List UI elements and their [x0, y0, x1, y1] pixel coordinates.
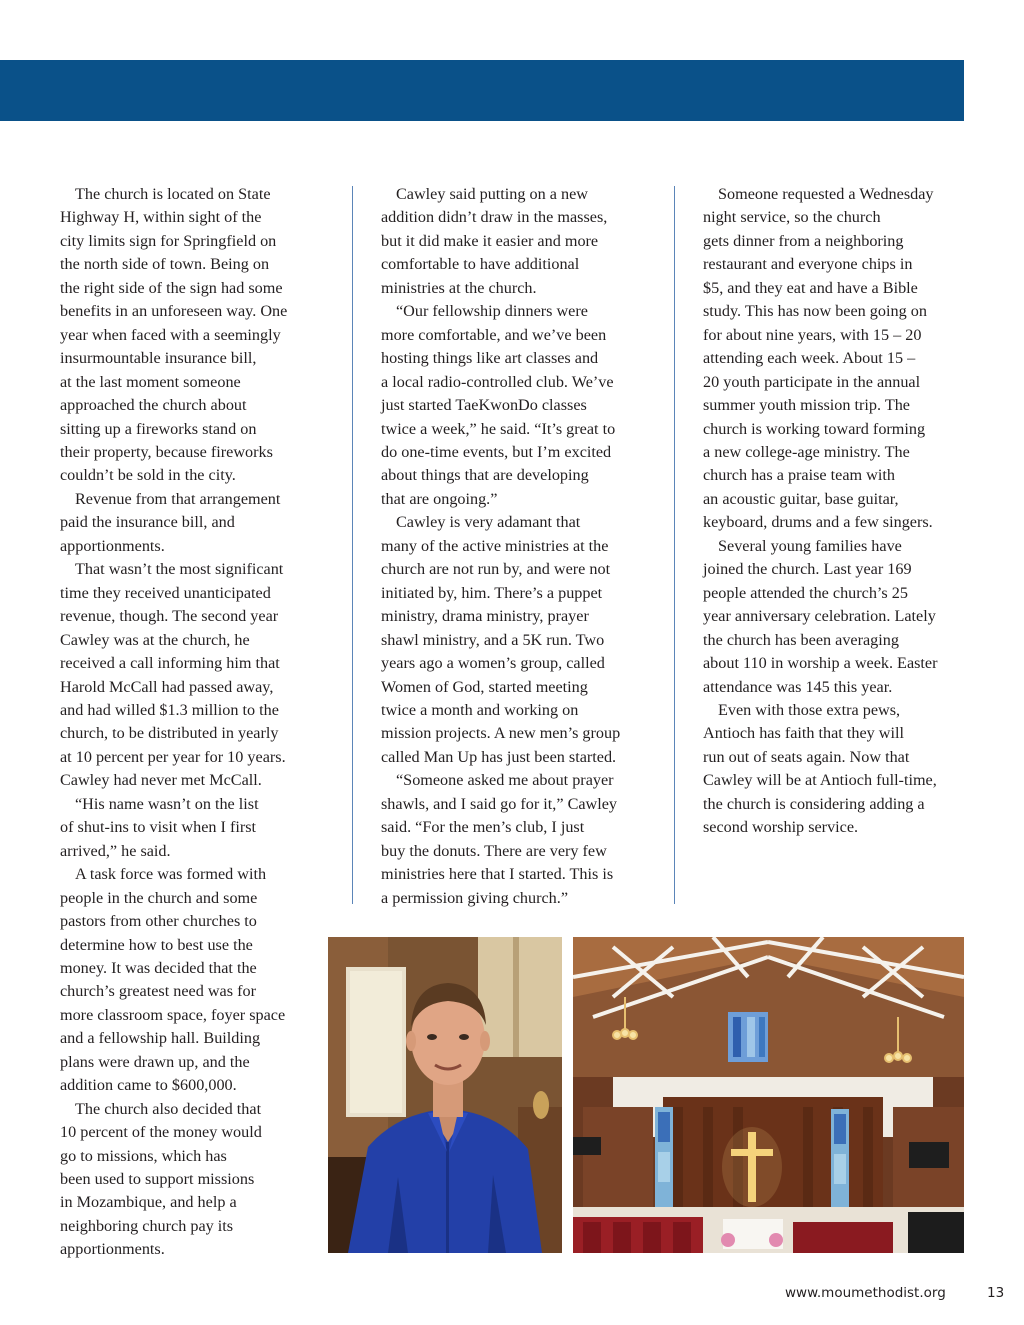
text-line: mission projects. A new men’s group — [381, 724, 621, 743]
column-divider — [674, 186, 675, 904]
paragraph — [381, 769, 651, 910]
text-line: that are ongoing.” — [381, 489, 498, 508]
text-line: church has a praise team with — [703, 466, 895, 485]
text-line: a local radio-controlled club. We’ve — [381, 372, 614, 391]
text-line: second worship service. — [703, 818, 859, 837]
paragraph — [60, 1098, 330, 1262]
text-line: shawls, and I said go for it,” Cawley — [381, 794, 618, 813]
text-line: buy the donuts. There are very few — [381, 841, 607, 860]
text-line: do one-time events, but I’m excited — [381, 442, 612, 461]
article-column-1 — [60, 183, 330, 1262]
text-line: people in the church and some — [60, 888, 258, 907]
text-line: “Someone asked me about prayer — [396, 771, 614, 790]
text-line: just started TaeKwonDo classes — [381, 396, 587, 415]
text-line: an acoustic guitar, base guitar, — [703, 489, 899, 508]
text-line: money. It was decided that the — [60, 958, 257, 977]
text-line: years ago a women’s group, called — [381, 654, 605, 673]
text-line: a new college-age ministry. The — [703, 442, 910, 461]
text-line: benefits in an unforeseen way. One — [60, 302, 288, 321]
text-line: determine how to best use the — [60, 935, 253, 954]
text-line: church’s greatest need was for — [60, 982, 256, 1001]
text-line: comfortable to have additional — [381, 255, 580, 274]
text-line: Cawley had never met McCall. — [60, 771, 262, 790]
text-line: 10 percent of the money would — [60, 1123, 262, 1142]
text-line: year anniversary celebration. Lately — [703, 607, 936, 626]
text-line: apportionments. — [60, 536, 165, 555]
text-line: The church also decided that — [75, 1099, 262, 1118]
paragraph — [60, 793, 330, 863]
paragraph — [60, 183, 330, 488]
text-line: church, to be distributed in yearly — [60, 724, 279, 743]
text-line: their property, because fireworks — [60, 442, 273, 461]
text-line: $5, and they eat and have a Bible — [703, 278, 918, 297]
text-line: many of the active ministries at the — [381, 536, 609, 555]
paragraph — [381, 511, 651, 769]
text-line: Revenue from that arrangement — [75, 489, 281, 508]
text-line: Women of God, started meeting — [381, 677, 588, 696]
text-line: ministries here that I started. This is — [381, 865, 614, 884]
text-line: That wasn’t the most significant — [75, 560, 284, 579]
text-line: attending each week. About 15 – — [703, 349, 916, 368]
text-line: more comfortable, and we’ve been — [381, 325, 607, 344]
paragraph — [381, 183, 651, 300]
text-line: A task force was formed with — [75, 865, 267, 884]
text-line: been used to support missions — [60, 1170, 255, 1189]
text-line: joined the church. Last year 169 — [703, 560, 912, 579]
text-line: in Mozambique, and help a — [60, 1193, 237, 1212]
text-line: church are not run by, and were not — [381, 560, 611, 579]
column-divider — [352, 186, 353, 904]
text-line: Highway H, within sight of the — [60, 208, 262, 227]
text-line: The church is located on State — [75, 185, 271, 203]
text-line: about things that are developing — [381, 466, 589, 485]
text-line: for about nine years, with 15 – 20 — [703, 325, 922, 344]
text-line: plans were drawn up, and the — [60, 1052, 250, 1071]
text-line: revenue, though. The second year — [60, 607, 279, 626]
article-column-2 — [381, 183, 651, 910]
paragraph — [381, 300, 651, 511]
paragraph — [60, 488, 330, 558]
text-line: Cawley is very adamant that — [396, 513, 581, 532]
text-line: paid the insurance bill, and — [60, 513, 235, 532]
text-line: Cawley will be at Antioch full-time, — [703, 771, 937, 790]
paragraph — [703, 699, 973, 840]
text-line: run out of seats again. Now that — [703, 747, 910, 766]
text-line: neighboring church pay its — [60, 1216, 234, 1235]
text-line: approached the church about — [60, 396, 247, 415]
text-line: twice a week,” he said. “It’s great to — [381, 419, 616, 438]
text-line: insurmountable insurance bill, — [60, 349, 257, 368]
text-line: keyboard, drums and a few singers. — [703, 513, 933, 532]
paragraph — [60, 558, 330, 793]
text-line: Cawley was at the church, he — [60, 630, 250, 649]
text-line: sitting up a fireworks stand on — [60, 419, 257, 438]
text-line: 20 youth participate in the annual — [703, 372, 921, 391]
text-line: ministry, drama ministry, prayer — [381, 607, 589, 626]
text-line: hosting things like art classes and — [381, 349, 599, 368]
text-line: time they received unanticipated — [60, 583, 271, 602]
paragraph — [703, 183, 973, 535]
text-line: the right side of the sign had some — [60, 278, 283, 297]
text-line: but it did make it easier and more — [381, 231, 599, 250]
text-line: a permission giving church.” — [381, 888, 569, 907]
footer-website-url: www.moumethodist.org — [785, 1285, 946, 1301]
text-line: church is working toward forming — [703, 419, 926, 438]
text-line: restaurant and everyone chips in — [703, 255, 913, 274]
header-banner — [0, 60, 964, 121]
text-line: Someone requested a Wednesday — [718, 185, 934, 203]
sanctuary-photo — [573, 937, 964, 1253]
text-line: Cawley said putting on a new — [396, 185, 588, 203]
text-line: city limits sign for Springfield on — [60, 231, 277, 250]
text-line: night service, so the church — [703, 208, 881, 227]
text-line: the north side of town. Being on — [60, 255, 270, 274]
text-line: received a call informing him that — [60, 654, 280, 673]
paragraph — [60, 863, 330, 1098]
text-line: study. This has now been going on — [703, 302, 927, 321]
text-line: Several young families have — [718, 536, 902, 555]
text-line: more classroom space, foyer space — [60, 1005, 286, 1024]
text-line: Even with those extra pews, — [718, 700, 901, 719]
text-line: initiated by, him. There’s a puppet — [381, 583, 603, 602]
text-line: gets dinner from a neighboring — [703, 231, 904, 250]
text-line: and had willed $1.3 million to the — [60, 700, 279, 719]
text-line: couldn’t be sold in the city. — [60, 466, 236, 485]
text-line: summer youth mission trip. The — [703, 396, 910, 415]
text-line: about 110 in worship a week. Easter — [703, 654, 938, 673]
text-line: at the last moment someone — [60, 372, 241, 391]
text-line: addition came to $600,000. — [60, 1076, 237, 1095]
text-line: of shut-ins to visit when I first — [60, 818, 257, 837]
text-line: at 10 percent per year for 10 years. — [60, 747, 286, 766]
text-line: shawl ministry, and a 5K run. Two — [381, 630, 605, 649]
text-line: called Man Up has just been started. — [381, 747, 617, 766]
text-line: twice a month and working on — [381, 700, 579, 719]
text-line: arrived,” he said. — [60, 841, 171, 860]
pastor-photo — [328, 937, 562, 1253]
text-line: “His name wasn’t on the list — [75, 794, 259, 813]
text-line: go to missions, which has — [60, 1146, 227, 1165]
text-line: “Our fellowship dinners were — [396, 302, 588, 321]
text-line: and a fellowship hall. Building — [60, 1029, 261, 1048]
text-line: year when faced with a seemingly — [60, 325, 281, 344]
text-line: Antioch has faith that they will — [703, 724, 904, 743]
text-line: ministries at the church. — [381, 278, 537, 297]
text-line: the church is considering adding a — [703, 794, 925, 813]
text-line: Harold McCall had passed away, — [60, 677, 274, 696]
paragraph — [703, 535, 973, 699]
page-number: 13 — [987, 1285, 1005, 1301]
text-line: said. “For the men’s club, I just — [381, 818, 585, 837]
text-line: attendance was 145 this year. — [703, 677, 893, 696]
text-line: apportionments. — [60, 1240, 165, 1259]
text-line: pastors from other churches to — [60, 912, 257, 931]
text-line: the church has been averaging — [703, 630, 899, 649]
text-line: addition didn’t draw in the masses, — [381, 208, 608, 227]
article-column-3 — [703, 183, 973, 840]
text-line: people attended the church’s 25 — [703, 583, 908, 602]
